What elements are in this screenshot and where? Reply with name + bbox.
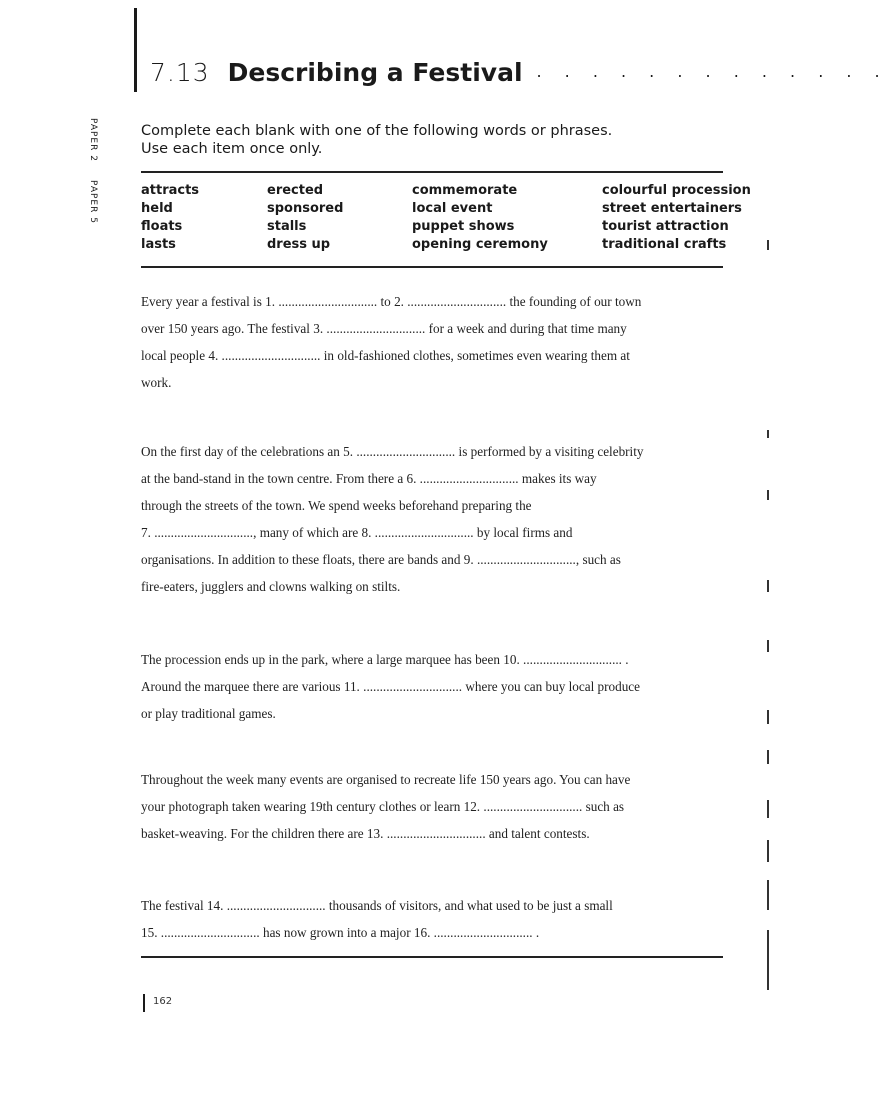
text-line: The procession ends up in the park, where a large marquee has been 10. .............................. .	[141, 652, 629, 667]
text-line: fire-eaters, jugglers and clowns walking on stilts.	[141, 579, 401, 594]
edge-mark	[767, 710, 769, 724]
edge-mark	[767, 240, 769, 250]
text-line: over 150 years ago. The festival 3. .............................. for a week and during that time many	[141, 321, 627, 336]
paragraph-5	[141, 892, 731, 946]
divider-top	[141, 171, 723, 173]
margin-bar	[134, 8, 137, 92]
instructions-line-1: Complete each blank with one of the following words or phrases.	[141, 123, 613, 139]
page-number: 162	[153, 996, 173, 1007]
text-line: Every year a festival is 1. .............................. to 2. .............................. the founding of our town	[141, 294, 642, 309]
paragraph-3	[141, 646, 731, 727]
section-title: Describing a Festival	[227, 58, 523, 87]
word-bank	[141, 182, 751, 258]
edge-mark	[767, 580, 769, 592]
text-line: work.	[141, 375, 172, 390]
instructions-line-2: Use each item once only.	[141, 141, 323, 157]
text-line: 15. .............................. has now grown into a major 16. .............................. .	[141, 925, 540, 940]
section-number: 7.13	[150, 58, 210, 87]
word-bank-column-1	[141, 182, 267, 258]
paragraph-2	[141, 438, 731, 600]
binding-edge-marks	[757, 100, 771, 1020]
text-line: 7. .............................., many of which are 8. .............................. by local firms and	[141, 525, 573, 540]
title-dot-leader: . . . . . . . . . . . . .	[536, 62, 889, 81]
edge-mark	[767, 430, 769, 438]
word-bank-item: traditional crafts	[602, 237, 727, 252]
text-line: at the band-stand in the town centre. From there a 6. .............................. makes its way	[141, 471, 597, 486]
word-bank-item: local event	[412, 201, 493, 216]
edge-mark	[767, 750, 769, 764]
edge-mark	[767, 840, 769, 862]
side-tab	[88, 118, 98, 224]
word-bank-item: street entertainers	[602, 201, 742, 216]
word-bank-item: floats	[141, 219, 183, 234]
page-title	[150, 58, 889, 87]
side-tab-paper-2: PAPER 2	[88, 118, 98, 162]
paragraph-4	[141, 766, 731, 847]
word-bank-item: sponsored	[267, 201, 344, 216]
text-line: local people 4. .............................. in old-fashioned clothes, sometimes even wearing them at	[141, 348, 630, 363]
word-bank-column-4	[602, 182, 751, 258]
text-line: Around the marquee there are various 11. .............................. where you can buy local produce	[141, 679, 641, 694]
word-bank-item: stalls	[267, 219, 307, 234]
text-line: basket-weaving. For the children there are 13. .............................. and talent contests.	[141, 826, 590, 841]
edge-mark	[767, 490, 769, 500]
edge-mark	[767, 640, 769, 652]
word-bank-column-3	[412, 182, 602, 258]
edge-mark	[767, 800, 769, 818]
edge-mark	[767, 930, 769, 990]
instructions	[141, 122, 721, 158]
word-bank-item: colourful procession	[602, 183, 751, 198]
divider-word-bank	[141, 266, 723, 268]
divider-bottom	[141, 956, 723, 958]
text-line: or play traditional games.	[141, 706, 276, 721]
word-bank-column-2	[267, 182, 412, 258]
text-line: The festival 14. .............................. thousands of visitors, and what used to be just a small	[141, 898, 613, 913]
word-bank-item: opening ceremony	[412, 237, 548, 252]
word-bank-item: puppet shows	[412, 219, 515, 234]
side-tab-paper-5: PAPER 5	[88, 179, 98, 224]
word-bank-item: lasts	[141, 237, 176, 252]
text-line: On the first day of the celebrations an 5. .............................. is performed by a visiting celebrity	[141, 444, 644, 459]
word-bank-item: erected	[267, 183, 324, 198]
word-bank-item: tourist attraction	[602, 219, 729, 234]
text-line: organisations. In addition to these floats, there are bands and 9. .............................., such as	[141, 552, 621, 567]
word-bank-item: commemorate	[412, 183, 518, 198]
text-line: your photograph taken wearing 19th century clothes or learn 12. .............................. such as	[141, 799, 625, 814]
text-line: Throughout the week many events are organised to recreate life 150 years ago. You can have	[141, 772, 631, 787]
word-bank-item: attracts	[141, 183, 200, 198]
footer-bar	[143, 994, 145, 1012]
paragraph-1	[141, 288, 731, 396]
word-bank-item: held	[141, 201, 173, 216]
word-bank-item: dress up	[267, 237, 331, 252]
edge-mark	[767, 880, 769, 910]
text-line: through the streets of the town. We spend weeks beforehand preparing the	[141, 498, 532, 513]
